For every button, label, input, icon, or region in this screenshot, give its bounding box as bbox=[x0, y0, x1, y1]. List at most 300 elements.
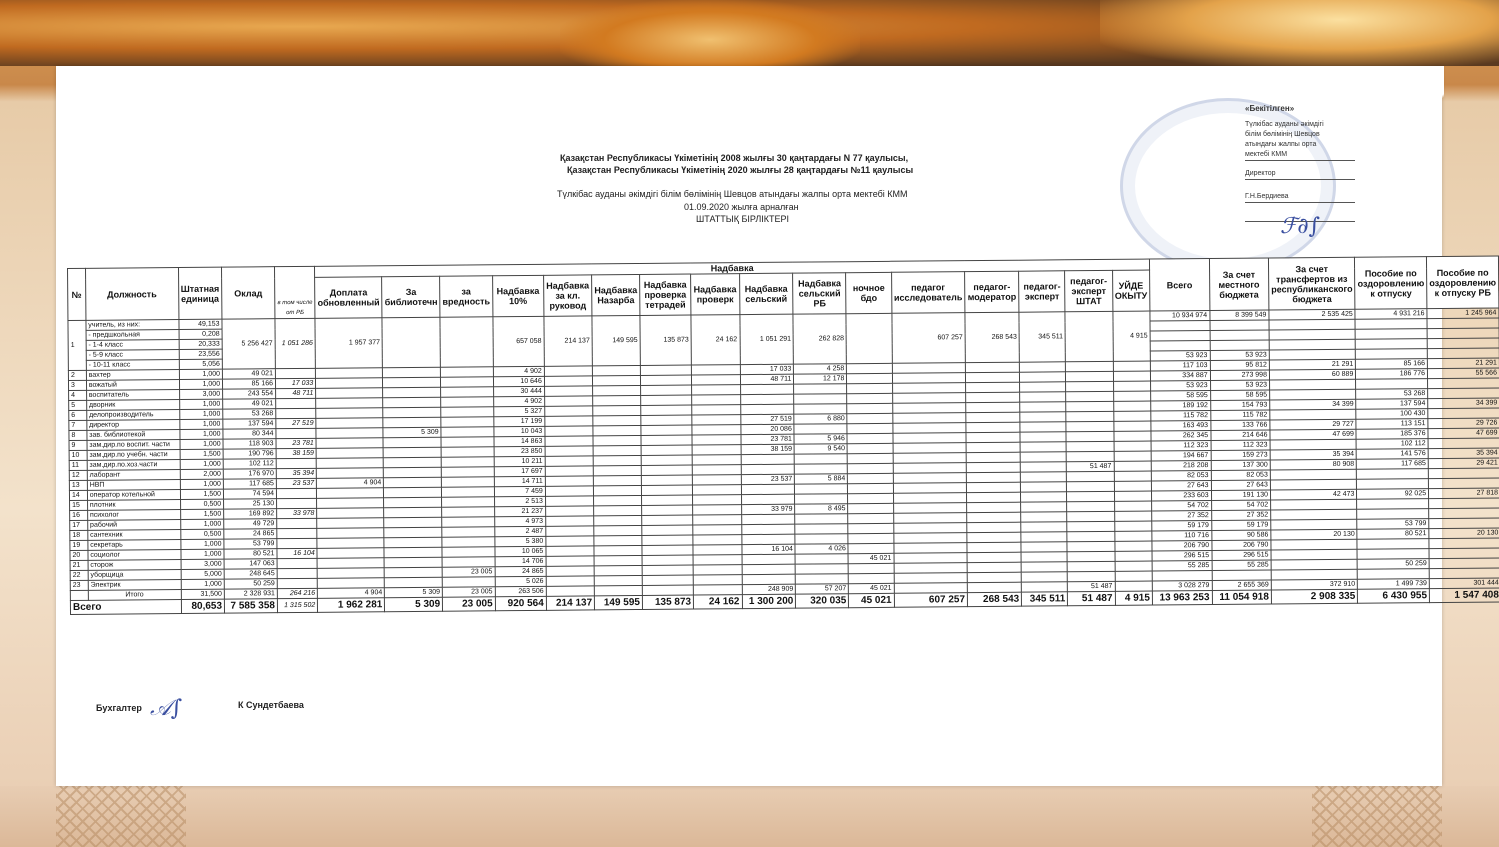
row-units: 1,000 bbox=[180, 439, 224, 449]
row-nadbavka-value: 17 199 bbox=[494, 416, 545, 426]
row-nadbavka-value bbox=[1020, 422, 1066, 432]
col-sub-header: УЙДЕ ОКЫТУ bbox=[1112, 270, 1150, 311]
row-nadbavka-value bbox=[741, 484, 795, 494]
row-nadbavka-value bbox=[741, 464, 795, 474]
row-nadbavka-value bbox=[849, 573, 894, 583]
row-total-value: 27 818 bbox=[1429, 488, 1499, 499]
row-nadbavka-value bbox=[966, 402, 1020, 412]
row-nadbavka-value: 45 021 bbox=[849, 583, 894, 593]
row-nadbavka-value: 7 459 bbox=[494, 486, 545, 496]
row-total-value bbox=[1427, 328, 1499, 339]
row-position: плотник bbox=[87, 500, 180, 511]
row-nadbavka-value bbox=[1020, 432, 1066, 442]
row-total-value: 296 515 bbox=[1152, 551, 1212, 562]
row-nadbavka-value bbox=[594, 515, 642, 525]
row-nadbavka-value bbox=[967, 512, 1021, 522]
ornament-right bbox=[1312, 786, 1442, 847]
row-nadbavka-value bbox=[1114, 481, 1151, 491]
row-nadbavka-value bbox=[642, 505, 693, 515]
row-nadbavka-value bbox=[544, 366, 592, 376]
row-nadbavka-value bbox=[741, 494, 795, 504]
doc-title: ШТАТТЫҚ БІРЛІКТЕРІ bbox=[696, 214, 790, 224]
col-total: Всего bbox=[1149, 259, 1209, 312]
page-fold bbox=[1386, 66, 1444, 186]
row-nadbavka-value: 57 207 bbox=[796, 584, 849, 594]
row-nadbavka-value bbox=[384, 457, 442, 468]
row-nadbavka-value bbox=[794, 384, 847, 394]
row-units: 20,333 bbox=[179, 339, 223, 349]
row-nadbavka-value bbox=[1020, 372, 1066, 382]
row-units: 1,000 bbox=[179, 419, 223, 429]
row-total-value bbox=[1429, 538, 1499, 549]
law-line-1: Қазақстан Республикасы Үкіметінің 2008 жылғы 30 қаңтардағы N 77 қаулысы, bbox=[560, 153, 909, 163]
row-total-value bbox=[1356, 379, 1428, 390]
row-nadbavka-value bbox=[545, 436, 593, 446]
row-units: 0,208 bbox=[179, 329, 223, 339]
row-nadbavka-value bbox=[546, 536, 594, 546]
row-salary: 118 903 bbox=[223, 439, 276, 449]
row-nadbavka-value bbox=[847, 423, 892, 433]
row-nadbavka-value bbox=[441, 427, 494, 437]
row-nadbavka-value bbox=[1066, 361, 1113, 371]
row-position: зам.дир.по воспит. части bbox=[87, 440, 180, 451]
row-total-value: 117 685 bbox=[1357, 459, 1429, 470]
row-nadbavka-value bbox=[593, 415, 641, 425]
row-nadbavka-value bbox=[693, 505, 741, 515]
row-number: 4 bbox=[69, 390, 87, 400]
row-nadbavka-value bbox=[1114, 531, 1151, 541]
row-total-value: 4 931 216 bbox=[1355, 309, 1427, 320]
row-total-value bbox=[1429, 548, 1499, 559]
row-total-value: 59 179 bbox=[1211, 520, 1270, 531]
row-nadbavka-value: 14 863 bbox=[494, 436, 545, 446]
row-salary: 137 594 bbox=[223, 419, 276, 429]
col-transfer: За счет трансфертов из республиканского бюджета bbox=[1268, 257, 1355, 310]
row-nadbavka-value: 17 697 bbox=[494, 466, 545, 476]
row-number: 14 bbox=[69, 490, 87, 500]
row-total-value: 185 376 bbox=[1356, 429, 1428, 440]
row-nadbavka-value bbox=[545, 506, 593, 516]
row-nadbavka-value bbox=[847, 433, 892, 443]
row-total-value bbox=[1357, 539, 1429, 550]
row-nadbavka-value bbox=[594, 555, 642, 565]
row-nadbavka-value: 33 979 bbox=[741, 504, 795, 514]
row-position: дворник bbox=[86, 400, 179, 411]
row-nadbavka-value bbox=[847, 363, 892, 373]
row-total-value bbox=[1355, 319, 1427, 330]
row-nadbavka-value bbox=[966, 382, 1020, 392]
row-total-value: 273 998 bbox=[1210, 370, 1269, 381]
row-total-value bbox=[1427, 338, 1499, 349]
row-total-value bbox=[1428, 388, 1499, 399]
row-total-value: 154 793 bbox=[1210, 400, 1269, 411]
row-nadbavka-value bbox=[1113, 401, 1150, 411]
row-number: 17 bbox=[70, 520, 88, 530]
row-nadbavka-value bbox=[692, 445, 740, 455]
row-total-value bbox=[1210, 330, 1269, 341]
row-nadbavka-value bbox=[441, 407, 494, 417]
row-number: 11 bbox=[69, 460, 87, 470]
row-nadbavka-value: 5 026 bbox=[495, 576, 546, 586]
row-units: 5,056 bbox=[179, 359, 223, 369]
col-benefit: Пособие по оздоровлению к отпуску bbox=[1355, 257, 1427, 310]
row-nadbavka-value: 4 915 bbox=[1112, 311, 1150, 361]
row-nadbavka-value bbox=[966, 442, 1020, 452]
row-total-value: 113 151 bbox=[1356, 419, 1428, 430]
row-nadbavka-value bbox=[545, 416, 593, 426]
row-nadbavka-value bbox=[384, 507, 442, 518]
row-nadbavka-value bbox=[593, 385, 641, 395]
row-number: 13 bbox=[69, 480, 87, 490]
row-incl-rb bbox=[276, 458, 316, 468]
row-incl-rb: 27 519 bbox=[276, 418, 316, 428]
row-total-value: 80 521 bbox=[1357, 529, 1429, 540]
row-total-value: 50 259 bbox=[1357, 559, 1429, 570]
row-nadbavka-value bbox=[796, 574, 849, 584]
row-nadbavka-value bbox=[894, 543, 968, 554]
row-total-value: 55 285 bbox=[1212, 560, 1271, 571]
row-total-value: 194 667 bbox=[1151, 451, 1211, 462]
row-nadbavka-value bbox=[1020, 412, 1066, 422]
row-nadbavka-value bbox=[594, 505, 642, 515]
row-nadbavka-value bbox=[1067, 481, 1114, 491]
row-total-value: 191 130 bbox=[1211, 490, 1270, 501]
row-nadbavka-value bbox=[740, 404, 794, 414]
row-nadbavka-value: 38 159 bbox=[741, 444, 795, 454]
row-nadbavka-value bbox=[795, 524, 848, 534]
org-name: Түлкібас ауданы әкімдігі білім бөлімінің Шевцов атындағы жалпы орта мектебі КММ bbox=[557, 189, 908, 199]
row-nadbavka-value bbox=[692, 435, 740, 445]
row-nadbavka-value bbox=[545, 476, 593, 486]
row-nadbavka-value bbox=[1020, 382, 1066, 392]
row-nadbavka-value bbox=[544, 386, 592, 396]
row-nadbavka-value bbox=[1114, 491, 1151, 501]
row-nadbavka-value: 345 511 bbox=[1019, 312, 1066, 362]
col-incl-rb: в том числе от РБ bbox=[275, 266, 316, 318]
row-total-value: 206 790 bbox=[1212, 540, 1271, 551]
row-position: - 1-4 класс bbox=[86, 340, 179, 351]
row-nadbavka-value: 4 258 bbox=[794, 364, 847, 374]
row-total-value: 59 179 bbox=[1152, 521, 1212, 532]
row-nadbavka-value: 149 595 bbox=[592, 316, 640, 366]
row-nadbavka-value bbox=[1066, 411, 1113, 421]
row-nadbavka-value bbox=[642, 495, 693, 505]
col-sub-header: педагог-модератор bbox=[965, 271, 1019, 312]
row-nadbavka-value bbox=[384, 487, 442, 498]
row-incl-rb: 264 216 bbox=[277, 588, 317, 598]
ornament-left bbox=[56, 786, 186, 847]
row-nadbavka-value bbox=[594, 585, 642, 595]
row-total-value bbox=[1357, 479, 1429, 490]
row-nadbavka-value: 4 026 bbox=[795, 544, 848, 554]
row-nadbavka-value bbox=[795, 534, 848, 544]
row-nadbavka-value bbox=[893, 483, 967, 494]
row-nadbavka-value: 48 711 bbox=[740, 374, 794, 384]
row-nadbavka-value bbox=[892, 403, 966, 414]
grand-total-nadbavka: 1 300 200 bbox=[742, 594, 796, 608]
row-nadbavka-value bbox=[384, 527, 442, 538]
row-nadbavka-value bbox=[1021, 552, 1067, 562]
accountant-signature: 𝒜∫ bbox=[150, 696, 183, 721]
row-nadbavka-value: 4 973 bbox=[494, 516, 545, 526]
row-nadbavka-value bbox=[546, 516, 594, 526]
row-units: 0,500 bbox=[180, 499, 224, 509]
row-incl-rb bbox=[276, 428, 316, 438]
row-incl-rb bbox=[277, 538, 317, 548]
row-incl-rb: 23 537 bbox=[276, 478, 316, 488]
row-nadbavka-value bbox=[1113, 371, 1150, 381]
col-local: За счет местного бюджета bbox=[1209, 258, 1269, 311]
row-total-value: 53 799 bbox=[1357, 519, 1429, 530]
row-total-value: 296 515 bbox=[1212, 550, 1271, 561]
row-total-value: 159 273 bbox=[1211, 450, 1270, 461]
row-nadbavka-value bbox=[1021, 572, 1067, 582]
row-nadbavka-value: 10 065 bbox=[495, 546, 546, 556]
row-salary: 248 645 bbox=[224, 569, 277, 579]
row-nadbavka-value: 5 380 bbox=[495, 536, 546, 546]
row-nadbavka-value bbox=[641, 475, 692, 485]
row-nadbavka-value bbox=[966, 392, 1020, 402]
row-nadbavka-value bbox=[966, 452, 1020, 462]
row-nadbavka-value bbox=[441, 367, 494, 377]
row-incl-rb bbox=[275, 368, 315, 378]
row-nadbavka-value bbox=[384, 547, 442, 558]
row-nadbavka-value bbox=[316, 398, 383, 409]
row-salary: 190 796 bbox=[223, 449, 276, 459]
row-nadbavka-value bbox=[545, 486, 593, 496]
col-nadbavka: Надбавка bbox=[315, 259, 1150, 277]
row-nadbavka-value: 4 902 bbox=[493, 366, 544, 376]
row-nadbavka-value bbox=[1020, 402, 1066, 412]
grand-total-nadbavka: 345 511 bbox=[1022, 592, 1068, 606]
row-nadbavka-value: 263 506 bbox=[495, 586, 546, 596]
row-nadbavka-value: 21 237 bbox=[494, 506, 545, 516]
row-nadbavka-value bbox=[385, 577, 443, 588]
row-nadbavka-value bbox=[849, 563, 894, 573]
row-nadbavka-value bbox=[1067, 451, 1114, 461]
row-incl-rb: 17 033 bbox=[276, 378, 316, 388]
row-nadbavka-value bbox=[383, 407, 441, 418]
grand-total-nadbavka: 1 962 281 bbox=[318, 598, 385, 613]
row-nadbavka-value: 4 904 bbox=[317, 478, 384, 489]
row-nadbavka-value bbox=[441, 377, 494, 387]
row-nadbavka-value bbox=[442, 547, 495, 557]
row-nadbavka-value bbox=[442, 497, 495, 507]
col-sub-header: педагог исследователь bbox=[891, 272, 965, 314]
row-total-value: 82 053 bbox=[1151, 471, 1211, 482]
row-nadbavka-value bbox=[1020, 452, 1066, 462]
row-units: 1,000 bbox=[180, 549, 224, 559]
row-nadbavka-value bbox=[1113, 411, 1150, 421]
grand-total-salary: 7 585 358 bbox=[224, 599, 277, 613]
row-total-value: 35 394 bbox=[1270, 449, 1356, 460]
row-nadbavka-value bbox=[795, 494, 848, 504]
row-nadbavka-value: 51 487 bbox=[1068, 581, 1115, 591]
row-number: 18 bbox=[70, 530, 88, 540]
row-nadbavka-value bbox=[442, 507, 495, 517]
row-nadbavka-value bbox=[594, 525, 642, 535]
row-nadbavka-value bbox=[546, 586, 594, 596]
row-total-value: 58 595 bbox=[1210, 390, 1269, 401]
row-nadbavka-value bbox=[384, 537, 442, 548]
row-total-value: 112 323 bbox=[1151, 441, 1211, 452]
grand-total-nadbavka: 214 137 bbox=[546, 596, 594, 610]
row-salary: 169 892 bbox=[224, 509, 277, 519]
row-salary: 49 021 bbox=[222, 369, 275, 379]
row-nadbavka-value bbox=[1022, 582, 1068, 592]
row-nadbavka-value bbox=[316, 378, 383, 389]
row-total-value: 214 646 bbox=[1211, 430, 1270, 441]
row-nadbavka-value: 6 880 bbox=[794, 414, 847, 424]
grand-total-label: Всего bbox=[70, 600, 181, 615]
row-nadbavka-value bbox=[742, 554, 796, 564]
row-nadbavka-value bbox=[641, 445, 692, 455]
row-nadbavka-value bbox=[316, 428, 383, 439]
row-nadbavka-value bbox=[316, 448, 383, 459]
row-nadbavka-value bbox=[893, 523, 967, 534]
row-incl-rb bbox=[277, 528, 317, 538]
row-total-value: 218 208 bbox=[1151, 461, 1211, 472]
row-nadbavka-value bbox=[441, 457, 494, 467]
col-position: Должность bbox=[85, 268, 178, 321]
row-total-value: 189 192 bbox=[1151, 401, 1211, 412]
row-nadbavka-value bbox=[317, 578, 384, 589]
row-nadbavka-value bbox=[848, 493, 893, 503]
row-total-value: 95 812 bbox=[1210, 360, 1269, 371]
row-total-value: 53 923 bbox=[1210, 380, 1269, 391]
row-salary: 5 256 427 bbox=[222, 319, 275, 369]
row-total-value bbox=[1428, 438, 1499, 449]
row-nadbavka-value bbox=[1066, 401, 1113, 411]
row-nadbavka-value bbox=[1115, 561, 1152, 571]
row-nadbavka-value: 5 309 bbox=[383, 427, 441, 438]
grand-total-value: 13 963 253 bbox=[1152, 591, 1212, 606]
row-nadbavka-value: 17 033 bbox=[740, 364, 794, 374]
row-nadbavka-value bbox=[740, 394, 794, 404]
row-nadbavka-value bbox=[692, 375, 740, 385]
grand-total-nadbavka: 920 564 bbox=[495, 596, 546, 610]
row-position: зам.дир.по.хоз.части bbox=[87, 460, 180, 471]
row-nadbavka-value bbox=[966, 372, 1020, 382]
col-salary: Оклад bbox=[222, 267, 275, 319]
row-nadbavka-value bbox=[1020, 462, 1066, 472]
row-units: 1,000 bbox=[179, 379, 223, 389]
row-nadbavka-value bbox=[642, 515, 693, 525]
row-position: лаборант bbox=[87, 470, 180, 481]
row-nadbavka-value bbox=[1113, 391, 1150, 401]
row-nadbavka-value bbox=[894, 583, 968, 594]
row-total-value: 2 535 425 bbox=[1269, 309, 1355, 320]
row-total-value: 141 576 bbox=[1356, 449, 1428, 460]
row-nadbavka-value bbox=[1066, 431, 1113, 441]
row-position: вожатый bbox=[86, 380, 179, 391]
row-nadbavka-value: 24 162 bbox=[691, 315, 740, 365]
row-total-value: 112 323 bbox=[1211, 440, 1270, 451]
row-units: 1,000 bbox=[180, 479, 224, 489]
row-nadbavka-value bbox=[316, 418, 383, 429]
row-nadbavka-value bbox=[893, 493, 967, 504]
row-total-value: 133 766 bbox=[1210, 420, 1269, 431]
row-nadbavka-value bbox=[1067, 501, 1114, 511]
row-nadbavka-value bbox=[593, 465, 641, 475]
row-total-value bbox=[1429, 568, 1499, 579]
row-number: 1 bbox=[68, 320, 86, 370]
row-nadbavka-value bbox=[1113, 381, 1150, 391]
row-position: рабочий bbox=[87, 520, 180, 531]
row-nadbavka-value bbox=[544, 376, 592, 386]
row-incl-rb: 38 159 bbox=[276, 448, 316, 458]
row-nadbavka-value bbox=[1066, 391, 1113, 401]
row-total-value: 233 603 bbox=[1151, 491, 1211, 502]
row-position: Итого bbox=[88, 590, 181, 601]
row-total-value: 1 499 739 bbox=[1358, 579, 1430, 590]
row-nadbavka-value bbox=[594, 565, 642, 575]
row-incl-rb bbox=[276, 398, 316, 408]
row-nadbavka-value: 23 005 bbox=[442, 567, 495, 577]
accountant-role: Бухгалтер bbox=[96, 703, 142, 713]
row-number: 6 bbox=[69, 410, 87, 420]
row-nadbavka-value bbox=[693, 525, 741, 535]
row-number bbox=[70, 590, 88, 600]
row-nadbavka-value bbox=[641, 415, 692, 425]
row-units: 1,500 bbox=[180, 509, 224, 519]
row-total-value: 334 887 bbox=[1150, 371, 1210, 382]
col-sub-header: Надбавка сельский bbox=[739, 273, 793, 314]
row-nadbavka-value bbox=[1066, 441, 1113, 451]
row-nadbavka-value: 23 537 bbox=[741, 474, 795, 484]
col-sub-header: за вредность bbox=[440, 276, 493, 317]
row-nadbavka-value bbox=[642, 555, 693, 565]
row-nadbavka-value bbox=[893, 443, 967, 454]
row-total-value bbox=[1152, 571, 1212, 582]
row-salary: 80 344 bbox=[223, 429, 276, 439]
row-nadbavka-value bbox=[383, 447, 441, 458]
row-nadbavka-value bbox=[848, 503, 893, 513]
row-nadbavka-value bbox=[593, 405, 641, 415]
row-nadbavka-value: 657 058 bbox=[493, 316, 545, 366]
row-nadbavka-value bbox=[967, 572, 1021, 582]
row-salary: 74 594 bbox=[223, 489, 276, 499]
row-incl-rb bbox=[277, 498, 317, 508]
row-nadbavka-value bbox=[1115, 571, 1152, 581]
row-nadbavka-value bbox=[796, 564, 849, 574]
grand-total-units: 80,653 bbox=[181, 599, 225, 613]
row-nadbavka-value bbox=[740, 384, 794, 394]
row-nadbavka-value bbox=[847, 383, 892, 393]
row-nadbavka-value bbox=[692, 385, 740, 395]
row-nadbavka-value: 268 543 bbox=[965, 312, 1020, 362]
row-position: директор bbox=[87, 420, 180, 431]
row-number: 8 bbox=[69, 430, 87, 440]
row-nadbavka-value bbox=[316, 388, 383, 399]
row-nadbavka-value bbox=[1021, 512, 1067, 522]
row-nadbavka-value bbox=[693, 555, 741, 565]
row-nadbavka-value bbox=[693, 545, 741, 555]
row-nadbavka-value bbox=[1114, 431, 1151, 441]
approval-org-line: Түлкібас ауданы әкімдігі bbox=[1245, 121, 1324, 128]
row-units: 1,000 bbox=[179, 399, 223, 409]
doc-date: 01.09.2020 жылға арналған bbox=[684, 202, 799, 212]
row-nadbavka-value bbox=[594, 495, 642, 505]
row-nadbavka-value bbox=[641, 395, 692, 405]
approval-name: Г.Н.Бердиева bbox=[1245, 192, 1355, 203]
row-nadbavka-value bbox=[892, 373, 966, 384]
col-sub-header: Надбавка за кл. руковод bbox=[543, 275, 592, 316]
row-units: 31,500 bbox=[181, 589, 225, 599]
row-total-value bbox=[1150, 321, 1210, 332]
row-salary: 2 328 931 bbox=[224, 589, 277, 599]
row-nadbavka-value bbox=[848, 513, 893, 523]
